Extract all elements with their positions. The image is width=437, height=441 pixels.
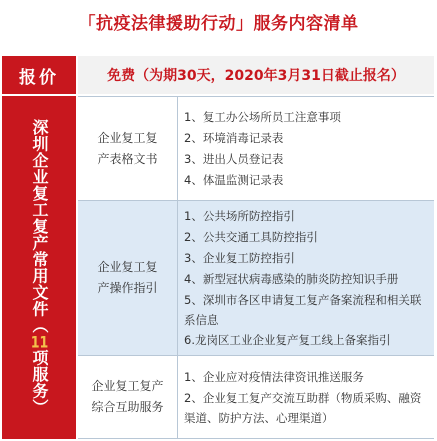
section-guidelines [78,200,434,355]
section-title-text: 企业复工复 产操作指引 [97,260,158,295]
list-item: 4、新型冠状病毒感染的肺炎防控知识手册 [184,271,399,286]
section-title-text: 企业复工复 产表格文书 [97,130,158,166]
section-title [78,201,178,355]
section-title [78,356,178,438]
list-item: 1、企业应对疫情法律资讯推送服务 [184,369,364,384]
price-label: 报价 [2,56,76,94]
category-label-after: 项服务） [30,349,49,416]
section-forms [78,96,434,200]
section-items [184,97,428,200]
section-mutual-aid [78,355,434,439]
category-label-before: 深圳企业复工复产常用文件（ [30,119,49,334]
section-title [78,97,178,200]
price-value: 免费（为期30天，2020年3月31日截止报名） [78,56,434,94]
section-title-text: 企业复工复产 综合互助服务 [91,379,164,414]
category-label [31,119,47,416]
section-items [184,356,428,438]
list-item: 6.龙岗区工业企业复产复工线上备案指引 [184,332,391,347]
list-item: 3、企业复工防控指引 [184,250,295,265]
list-item: 1、复工办公场所员工注意事项 [184,109,341,124]
list-item: 2、企业复工复产交流互助群（物质采购、融资渠道、防护方法、心理渠道） [184,390,422,425]
list-item: 3、进出人员登记表 [184,151,284,166]
section-items [184,201,428,355]
category-sidebar [2,96,76,439]
list-item: 5、深圳市各区申请复工复产备案流程和相关联系信息 [184,292,422,327]
page-title: 「抗疫法律援助行动」服务内容清单 [0,0,437,42]
list-item: 2、环境消毒记录表 [184,130,284,145]
category-count: 11 [30,333,49,350]
list-item: 1、公共场所防控指引 [184,208,295,223]
list-item: 2、公共交通工具防控指引 [184,229,318,244]
list-item: 4、体温监测记录表 [184,172,284,187]
